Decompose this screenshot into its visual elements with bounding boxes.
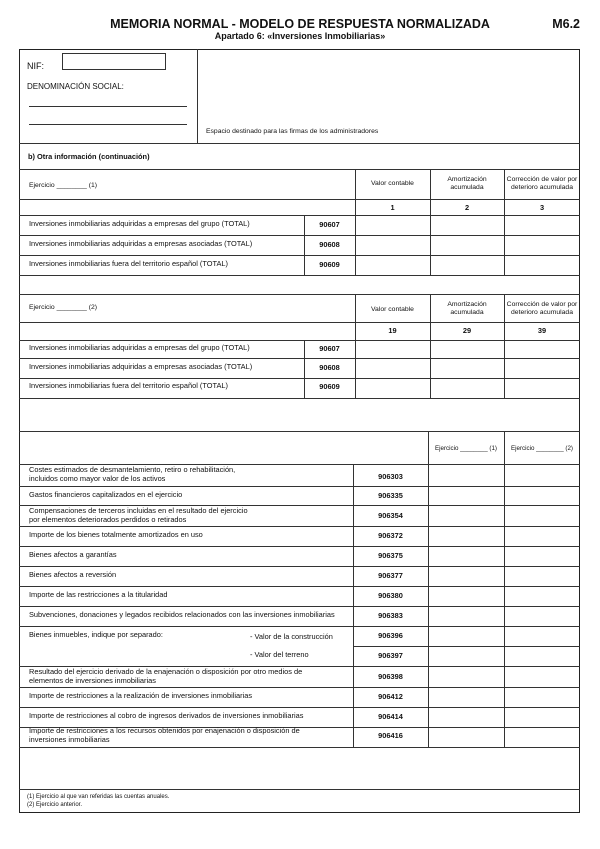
row-code: 906377 — [378, 571, 403, 580]
section-title: b) Otra información (continuación) — [28, 152, 150, 161]
col-amortizacion: Amortización acumulada — [447, 176, 487, 191]
col-ejercicio-1: Ejercicio ________ (1) — [435, 445, 497, 452]
col-correccion: Corrección de valor por deterioro acumulada — [506, 301, 578, 316]
denominacion-label: DENOMINACIÓN SOCIAL: — [27, 82, 124, 91]
row-code: 90609 — [319, 260, 340, 269]
col-number: 2 — [464, 203, 470, 212]
row-label: Inversiones inmobiliarias adquiridas a empresas asociadas (TOTAL) — [29, 362, 253, 371]
col-valor-contable: Valor contable — [371, 306, 414, 313]
row-code: 906397 — [378, 651, 403, 660]
model-code: M6.2 — [552, 17, 580, 31]
row-code: 906416 — [378, 731, 403, 740]
row-label: Costes estimados de desmantelamiento, retiro o rehabilitación, incluidos como mayor valor de los activos — [29, 465, 236, 483]
row-code: 90608 — [319, 363, 340, 372]
nif-field[interactable] — [62, 53, 166, 70]
row-label: Bienes afectos a reversión — [29, 570, 117, 579]
col-valor-contable: Valor contable — [371, 180, 414, 187]
row-label: Gastos financieros capitalizados en el ejercicio — [29, 490, 183, 499]
row-code: 906396 — [378, 631, 403, 640]
col-correccion: Corrección de valor por deterioro acumulada — [506, 176, 578, 191]
row-code: 90607 — [319, 220, 340, 229]
col-number: 29 — [462, 326, 472, 335]
row-label: Importe de restricciones al cobro de ingresos derivados de inversiones inmobiliarias — [29, 711, 304, 720]
denominacion-line-1[interactable] — [29, 106, 187, 107]
row-sublabel: - Valor del terreno — [250, 650, 309, 659]
ejercicio-1-label: Ejercicio ________ (1) — [29, 182, 98, 189]
denominacion-line-2[interactable] — [29, 124, 187, 125]
col-amortizacion: Amortización acumulada — [447, 301, 487, 316]
row-label: Importe de restricciones a los recursos obtenidos por enajenación o disposición de inversiones inmobiliarias — [29, 726, 300, 744]
row-label: Inversiones inmobiliarias fuera del territorio español (TOTAL) — [29, 381, 228, 390]
row-code: 90607 — [319, 344, 340, 353]
row-code: 906335 — [378, 491, 403, 500]
col-number: 3 — [539, 203, 545, 212]
row-code: 906412 — [378, 692, 403, 701]
row-code: 906383 — [378, 611, 403, 620]
row-label: Importe de los bienes totalmente amortizados en uso — [29, 530, 203, 539]
row-code: 906414 — [378, 712, 403, 721]
row-code: 906398 — [378, 672, 403, 681]
col-number: 1 — [390, 203, 395, 212]
row-code: 906303 — [378, 472, 403, 481]
row-label: Importe de las restricciones a la titularidad — [29, 590, 168, 599]
row-label: Resultado del ejercicio derivado de la enajenación o disposición por otro medios de elementos de inversiones inmobiliarias — [29, 667, 303, 685]
row-label: Bienes inmuebles, indique por separado: — [29, 630, 163, 639]
row-label: Inversiones inmobiliarias adquiridas a empresas del grupo (TOTAL) — [29, 343, 250, 352]
nif-label: NIF: — [27, 61, 44, 71]
row-label: Inversiones inmobiliarias fuera del territorio español (TOTAL) — [29, 259, 228, 268]
row-label: Inversiones inmobiliarias adquiridas a empresas del grupo (TOTAL) — [29, 219, 250, 228]
row-code: 90609 — [319, 382, 340, 391]
row-code: 90608 — [319, 240, 340, 249]
col-number: 39 — [537, 326, 547, 335]
page-title: MEMORIA NORMAL - MODELO DE RESPUESTA NORMALIZADA — [110, 17, 490, 31]
row-label: Inversiones inmobiliarias adquiridas a empresas asociadas (TOTAL) — [29, 239, 253, 248]
row-code: 906354 — [378, 511, 403, 520]
ejercicio-2-label: Ejercicio ________ (2) — [29, 304, 98, 311]
divider — [197, 49, 198, 143]
row-code: 906380 — [378, 591, 403, 600]
row-label: Bienes afectos a garantías — [29, 550, 117, 559]
row-label: Compensaciones de terceros incluidas en el resultado del ejercicio por elementos deteriorados perdidos o retirados — [29, 506, 248, 524]
signature-note: Espacio destinado para las firmas de los administradores — [206, 128, 379, 135]
col-ejercicio-2: Ejercicio ________ (2) — [511, 445, 573, 452]
page-subtitle: Apartado 6: «Inversiones Inmobiliarias» — [214, 31, 386, 41]
row-label: Subvenciones, donaciones y legados recibidos relacionados con las inversiones inmobiliarias — [29, 610, 335, 619]
row-code: 906375 — [378, 551, 403, 560]
row-sublabel: - Valor de la construcción — [250, 632, 333, 641]
row-code: 906372 — [378, 531, 403, 540]
col-number: 19 — [388, 326, 397, 335]
row-label: Importe de restricciones a la realización de inversiones inmobiliarias — [29, 691, 253, 700]
footnote: (1) Ejercicio al que van referidas las cuentas anuales. — [27, 794, 170, 800]
footnote: (2) Ejercicio anterior. — [27, 802, 83, 808]
